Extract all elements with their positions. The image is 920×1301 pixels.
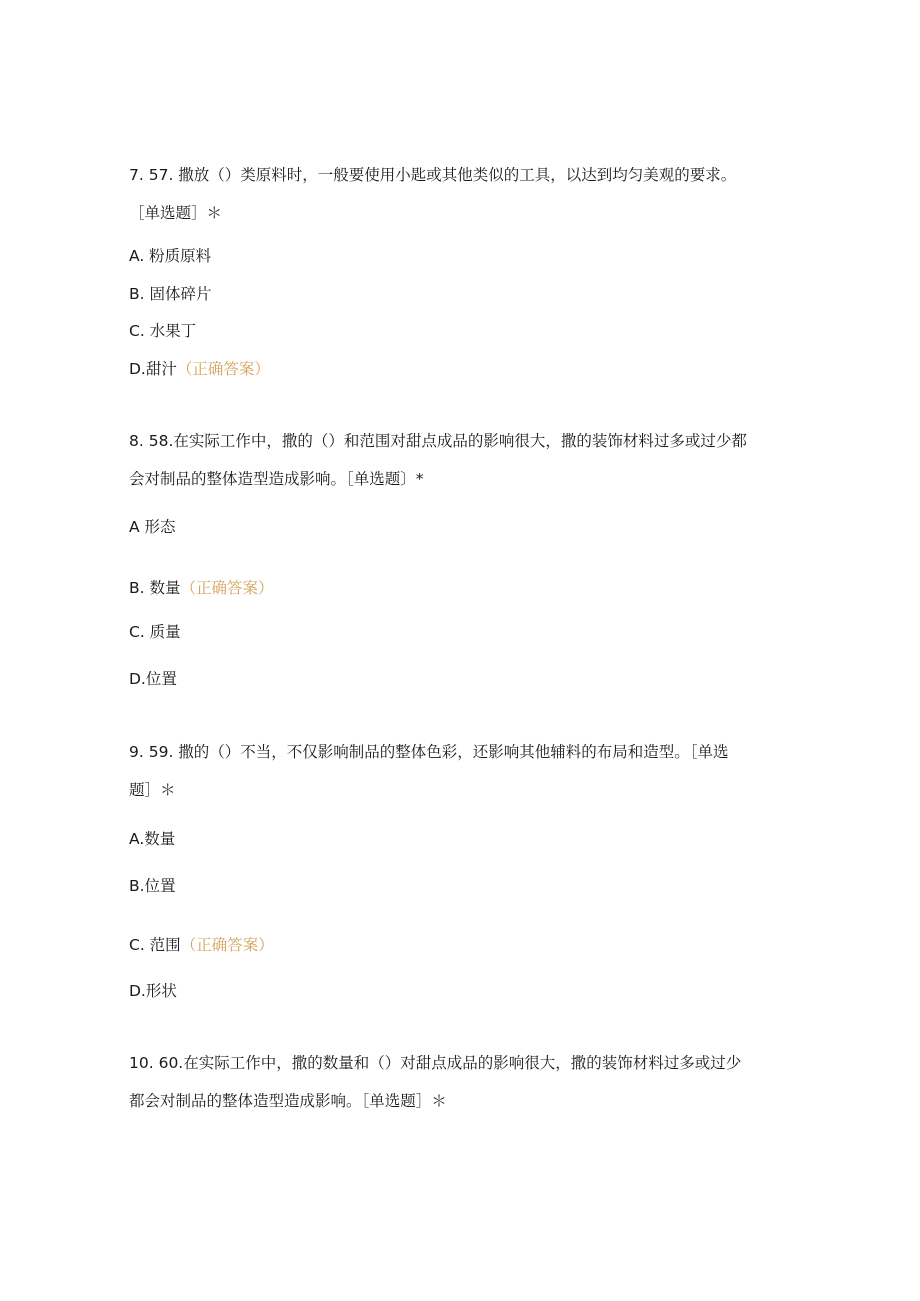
- question-7-text-line-1: 7. 57. 撒放（）类原料时，一般要使用小匙或其他类似的工具，以达到均匀美观的要求。: [129, 166, 737, 184]
- question-7-option-d[interactable]: [129, 358, 270, 380]
- option-label: C. 水果丁: [129, 322, 197, 340]
- question-8-option-b[interactable]: [129, 577, 274, 599]
- question-9-text-line-1: 9. 59. 撒的（）不当，不仅影响制品的整体色彩，还影响其他辅料的布局和造型。［单选: [129, 743, 729, 761]
- question-8-option-c[interactable]: [129, 621, 181, 643]
- question-9-text-line-2: 题］＊: [129, 781, 176, 799]
- correct-answer-marker: （正确答案）: [180, 579, 274, 597]
- question-7-option-a[interactable]: [129, 245, 211, 267]
- question-9-option-a[interactable]: [129, 828, 175, 850]
- option-label: D.形状: [129, 982, 177, 1000]
- option-label: D.位置: [129, 670, 177, 688]
- question-8-option-d[interactable]: [129, 668, 177, 690]
- option-label: A.数量: [129, 830, 176, 848]
- question-8-text-line-2: 会对制品的整体造型造成影响。［单选题〕*: [129, 470, 424, 488]
- correct-answer-marker: （正确答案）: [180, 936, 274, 954]
- option-label: B.位置: [129, 877, 176, 895]
- question-7-option-b[interactable]: [129, 283, 212, 305]
- question-9-option-b[interactable]: [129, 875, 176, 897]
- option-label: A 形态: [129, 518, 176, 536]
- option-label: D.甜汁: [129, 360, 177, 378]
- question-9-option-d[interactable]: [129, 980, 177, 1002]
- question-10-text-line-1: 10. 60.在实际工作中，撒的数量和（）对甜点成品的影响很大，撒的装饰材料过多或过少: [129, 1054, 742, 1072]
- option-label: C. 范围: [129, 936, 181, 954]
- question-7-text-line-2: ［单选题］＊: [129, 204, 223, 222]
- correct-answer-marker: （正确答案）: [176, 360, 270, 378]
- question-7-option-c[interactable]: [129, 320, 196, 342]
- option-label: C. 质量: [129, 623, 181, 641]
- question-10-text-line-2: 都会对制品的整体造型造成影响。［单选题］＊: [129, 1092, 447, 1110]
- question-8-text-line-1: 8. 58.在实际工作中，撒的（）和范围对甜点成品的影响很大，撒的装饰材料过多或过少都: [129, 432, 747, 450]
- option-label: A. 粉质原料: [129, 247, 212, 265]
- option-label: B. 固体碎片: [129, 285, 212, 303]
- question-9-option-c[interactable]: [129, 934, 274, 956]
- option-label: B. 数量: [129, 579, 181, 597]
- question-8-option-a[interactable]: [129, 516, 176, 538]
